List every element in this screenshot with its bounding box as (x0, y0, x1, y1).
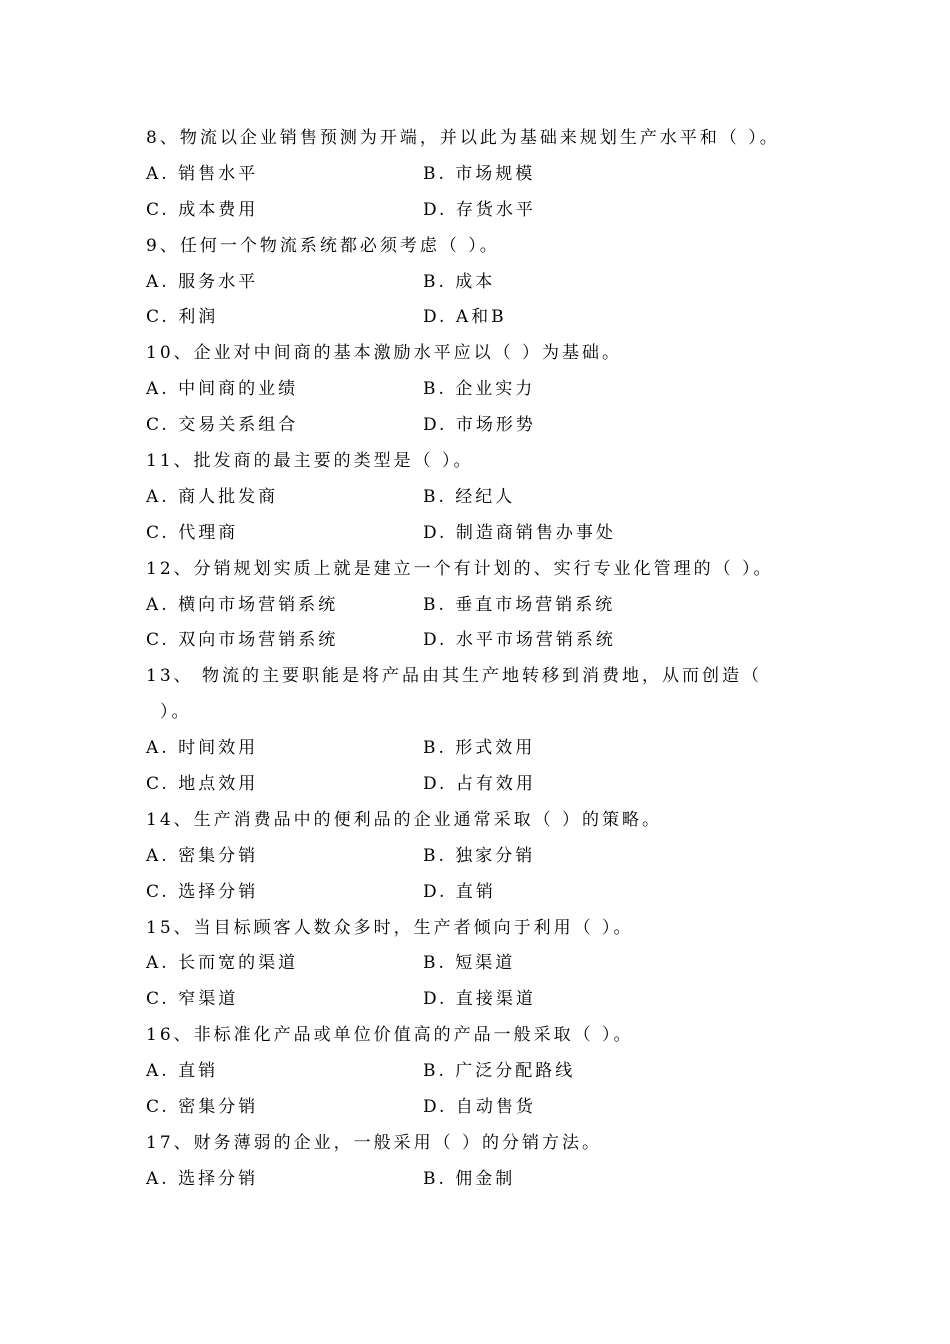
question-16-options-row-1 (146, 1054, 816, 1090)
option-c: C. 窄渠道 (146, 989, 239, 1010)
option-a: A. 直销 (146, 1061, 219, 1082)
option-c: C. 利润 (146, 307, 219, 328)
option-c: C. 双向市场营销系统 (146, 630, 339, 651)
question-12-stem: 12、分销规划实质上就是建立一个有计划的、实行专业化管理的（ ）。 (146, 558, 774, 579)
option-b: B. 形式效用 (423, 738, 536, 759)
option-c: C. 成本费用 (146, 199, 259, 220)
option-d: D. A和B (423, 307, 507, 328)
option-c: C. 地点效用 (146, 774, 259, 795)
option-c: C. 密集分销 (146, 1097, 259, 1118)
question-9-options-row-1 (146, 265, 816, 301)
question-13-stem-continuation (146, 695, 816, 731)
option-d: D. 存货水平 (423, 199, 536, 220)
option-b: B. 企业实力 (423, 379, 536, 400)
question-15-stem: 15、当目标顾客人数众多时，生产者倾向于利用（ ）。 (146, 917, 634, 938)
question-11-options-row-1 (146, 480, 816, 516)
question-15-options-row-1 (146, 946, 816, 982)
option-d: D. 直销 (423, 881, 496, 902)
question-9-stem: 9、任何一个物流系统都必须考虑（ ）。 (146, 235, 500, 256)
question-12-options-row-1 (146, 588, 816, 624)
question-17-stem: 17、财务薄弱的企业，一般采用（ ）的分销方法。 (146, 1132, 603, 1153)
option-a: A. 横向市场营销系统 (146, 594, 339, 615)
question-16-options-row-2 (146, 1090, 816, 1126)
question-14-options-row-2 (146, 875, 816, 911)
option-b: B. 广泛分配路线 (423, 1061, 576, 1082)
option-d: D. 自动售货 (423, 1097, 536, 1118)
option-d: D. 直接渠道 (423, 989, 536, 1010)
option-a: A. 服务水平 (146, 271, 259, 292)
question-13-options-row-1 (146, 731, 816, 767)
option-a: A. 密集分销 (146, 845, 259, 866)
option-a: A. 中间商的业绩 (146, 379, 299, 400)
option-a: A. 销售水平 (146, 163, 259, 184)
option-b: B. 佣金制 (423, 1168, 516, 1189)
question-11-stem: 11、批发商的最主要的类型是（ ）。 (146, 451, 474, 472)
question-11-options-row-2 (146, 516, 816, 552)
option-b: B. 市场规模 (423, 163, 536, 184)
question-16-stem: 16、非标准化产品或单位价值高的产品一般采取（ ）。 (146, 1025, 634, 1046)
option-b: B. 经纪人 (423, 486, 516, 507)
question-10-options-row-2 (146, 408, 816, 444)
option-d: D. 市场形势 (423, 415, 536, 436)
question-14-options-row-1 (146, 839, 816, 875)
question-8-stem: 8、物流以企业销售预测为开端，并以此为基础来规划生产水平和（ ）。 (146, 128, 780, 148)
option-c: C. 代理商 (146, 522, 239, 543)
option-a: A. 商人批发商 (146, 486, 279, 507)
question-12-options-row-2 (146, 623, 816, 659)
question-list (146, 121, 816, 1198)
option-c: C. 交易关系组合 (146, 415, 299, 436)
option-d: D. 制造商销售办事处 (423, 522, 616, 543)
option-d: D. 水平市场营销系统 (423, 630, 616, 651)
question-9-options-row-2 (146, 300, 816, 336)
option-c: C. 选择分销 (146, 881, 259, 902)
option-b: B. 成本 (423, 271, 496, 292)
question-14-stem: 14、生产消费品中的便利品的企业通常采取（ ）的策略。 (146, 809, 663, 830)
option-b: B. 垂直市场营销系统 (423, 594, 616, 615)
question-10-options-row-1 (146, 372, 816, 408)
question-13-stem: 13、 物流的主要职能是将产品由其生产地转移到消费地，从而创造（ (146, 666, 763, 687)
option-a: A. 选择分销 (146, 1168, 259, 1189)
question-17-options-row-1 (146, 1162, 816, 1198)
question-13-stem-cont-text: ）。 (160, 702, 192, 723)
question-10-stem: 10、企业对中间商的基本激励水平应以（ ）为基础。 (146, 343, 623, 364)
question-8-options-row-2 (146, 193, 816, 229)
option-b: B. 短渠道 (423, 953, 516, 974)
option-a: A. 长而宽的渠道 (146, 953, 299, 974)
question-8-options-row-1 (146, 157, 816, 193)
option-a: A. 时间效用 (146, 738, 259, 759)
question-15-options-row-2 (146, 982, 816, 1018)
question-13-options-row-2 (146, 767, 816, 803)
option-b: B. 独家分销 (423, 845, 536, 866)
option-d: D. 占有效用 (423, 774, 536, 795)
